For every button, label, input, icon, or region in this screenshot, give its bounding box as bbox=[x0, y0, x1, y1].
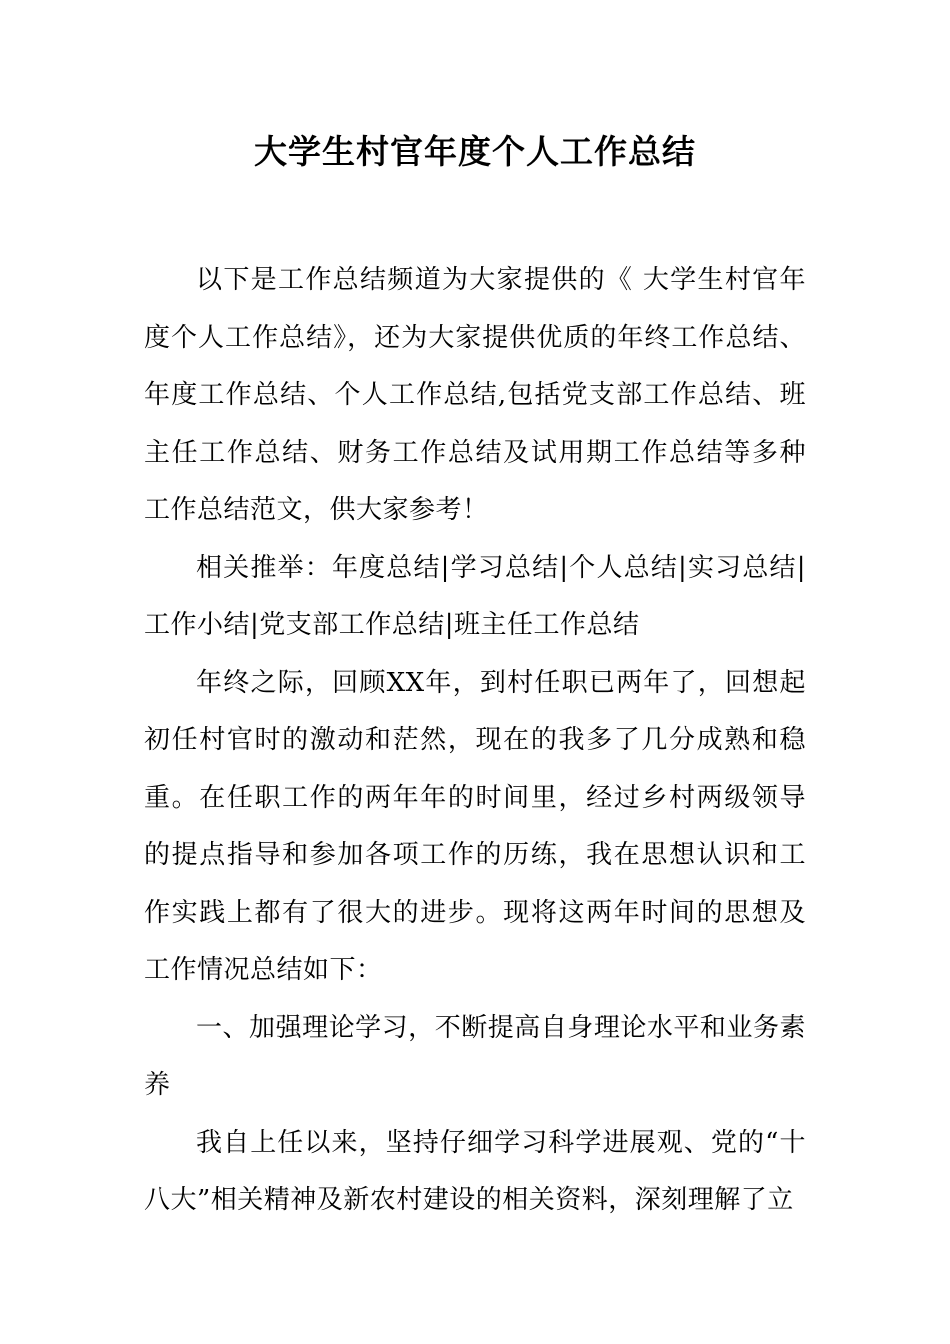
section-heading-1: 一、加强理论学习，不断提高自身理论水平和业务素养 bbox=[144, 1012, 806, 1100]
year-review-paragraph: 年终之际，回顾XX年，到村任职已两年了，回想起初任村官时的激动和茫然，现在的我多了几分成熟和稳重。在任职工作的两年年的时间里，经过乡村两级领导的提点指导和参加各项工作的历练，我在思想认识和工作实践上都有了很大的进步。现将这两年时间的思想及工作情况总结如下： bbox=[144, 667, 806, 985]
study-paragraph: 我自上任以来，坚持仔细学习科学进展观、党的“十八大”相关精神及新农村建设的相关资料，深刻理解了立 bbox=[144, 1127, 806, 1215]
related-recommendations-paragraph: 相关推举：年度总结|学习总结|个人总结|实习总结|工作小结|党支部工作总结|班主任工作总结 bbox=[144, 552, 806, 640]
intro-paragraph: 以下是工作总结频道为大家提供的《 大学生村官年度个人工作总结》，还为大家提供优质的年终工作总结、年度工作总结、个人工作总结,包括党支部工作总结、班主任工作总结、财务工作总结及试用期工作总结等多种工作总结范文，供大家参考！ bbox=[144, 265, 806, 525]
document-title: 大学生村官年度个人工作总结 bbox=[254, 132, 696, 171]
document-body bbox=[144, 252, 806, 1230]
